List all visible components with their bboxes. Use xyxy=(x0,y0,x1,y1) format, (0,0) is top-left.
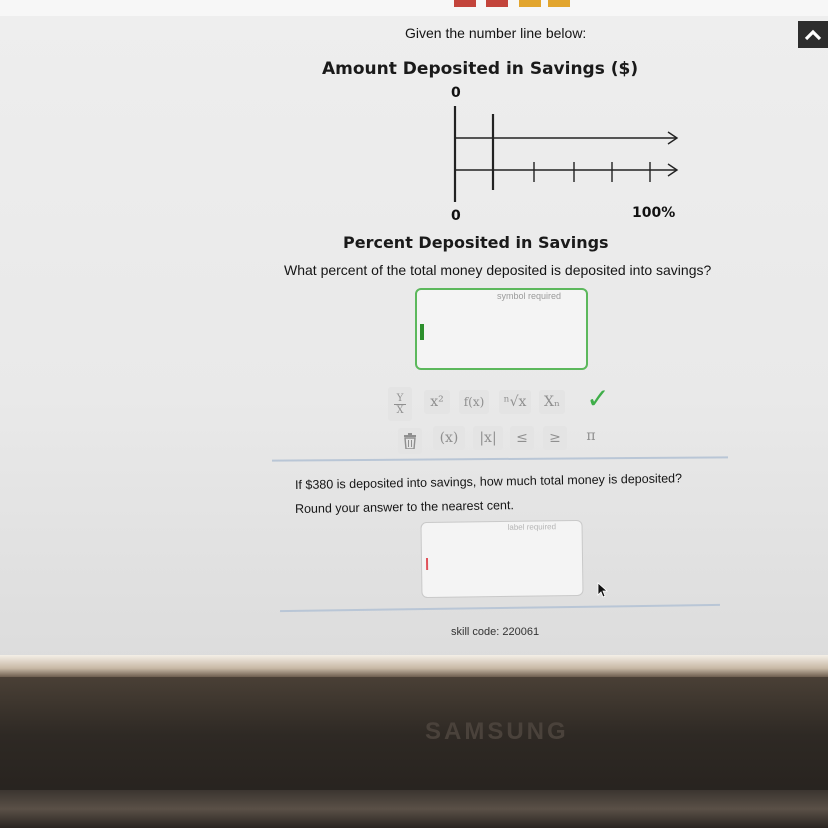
question-2-line-2: Round your answer to the nearest cent. xyxy=(294,498,514,516)
check-icon: ✓ xyxy=(586,381,610,415)
submit-check-button[interactable] xyxy=(580,382,616,414)
top-tab[interactable] xyxy=(548,0,570,7)
parentheses-button[interactable]: (x) xyxy=(433,426,465,450)
less-equal-button[interactable]: ≤ xyxy=(510,426,534,450)
laptop-base-edge xyxy=(0,790,828,828)
number-line-bottom-zero: 0 xyxy=(451,208,461,224)
text-cursor xyxy=(420,324,424,340)
top-strip xyxy=(0,0,828,16)
mouse-pointer-icon xyxy=(597,582,609,598)
top-tab[interactable] xyxy=(454,0,476,7)
exponent-button[interactable]: x² xyxy=(424,390,450,414)
fraction-button[interactable] xyxy=(388,387,412,421)
answer-input-1[interactable] xyxy=(415,288,588,370)
answer-2-placeholder: label required xyxy=(507,522,557,532)
double-number-line xyxy=(440,100,690,210)
pi-button[interactable]: π xyxy=(586,428,596,444)
trash-icon xyxy=(403,433,417,449)
brand-logo: SAMSUNG xyxy=(425,718,569,745)
chevron-up-icon xyxy=(803,28,823,42)
function-button[interactable]: f(x) xyxy=(459,390,489,414)
skill-code: skill code: 220061 xyxy=(451,626,540,638)
question-2-line-1: If $380 is deposited into savings, how much total money is deposited? xyxy=(294,471,683,492)
number-line-bottom-end: 100% xyxy=(632,205,676,221)
text-cursor xyxy=(426,558,428,570)
answer-input-2[interactable] xyxy=(420,520,583,598)
nth-root-button[interactable]: ⁿ√x xyxy=(499,390,531,414)
number-line-top-zero: 0 xyxy=(451,85,461,101)
absolute-value-button[interactable]: |x| xyxy=(473,426,503,450)
greater-equal-button[interactable]: ≥ xyxy=(543,426,567,450)
number-line-top-title: Amount Deposited in Savings ($) xyxy=(322,59,639,79)
section-divider xyxy=(280,604,720,612)
collapse-button[interactable] xyxy=(798,21,828,48)
top-tab[interactable] xyxy=(519,0,541,7)
fraction-numerator: Y xyxy=(396,392,404,404)
fraction-denominator: X xyxy=(396,404,404,416)
number-line-bottom-title: Percent Deposited in Savings xyxy=(343,233,609,252)
answer-1-placeholder: symbol required xyxy=(497,291,562,301)
laptop-hinge xyxy=(0,655,828,677)
section-divider xyxy=(272,456,728,461)
trash-button[interactable] xyxy=(398,428,422,454)
subscript-button[interactable]: Xₙ xyxy=(539,390,565,414)
question-1: What percent of the total money deposited is deposited into savings? xyxy=(284,262,712,278)
top-tab[interactable] xyxy=(486,0,508,7)
intro-text: Given the number line below: xyxy=(405,25,587,41)
